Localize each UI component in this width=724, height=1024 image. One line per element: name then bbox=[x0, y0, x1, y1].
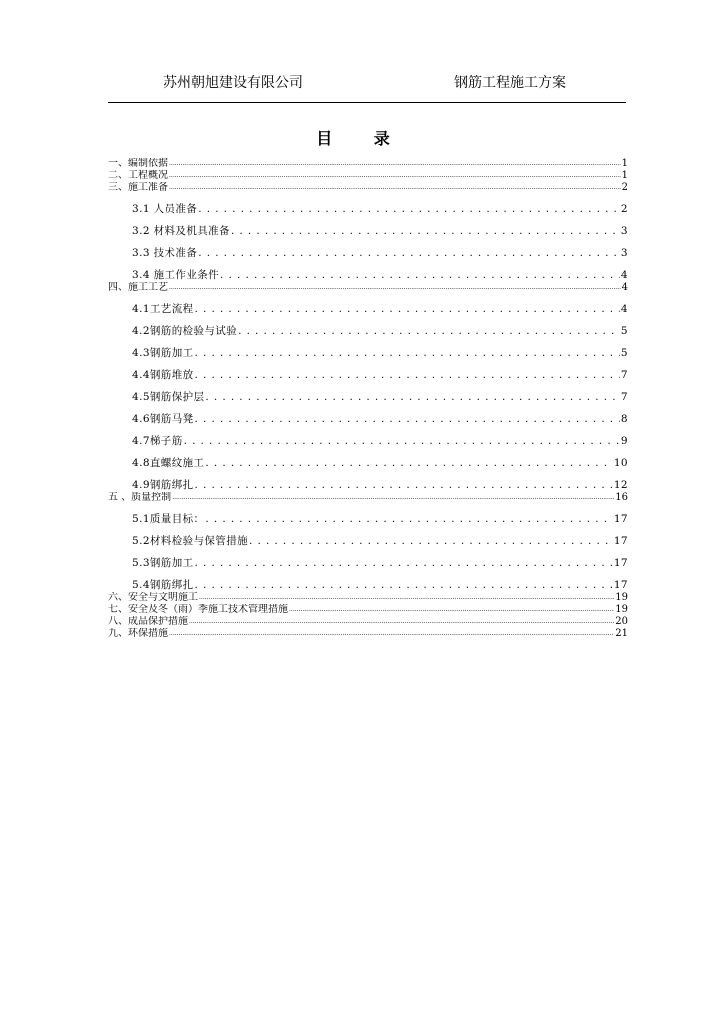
toc-entry-label: 六、安全与文明施工 bbox=[108, 592, 198, 603]
toc-entry[interactable] bbox=[108, 360, 628, 382]
document-title: 钢筋工程施工方案 bbox=[454, 75, 566, 91]
toc-entry[interactable] bbox=[108, 194, 628, 216]
toc-leader-dots bbox=[184, 435, 620, 448]
toc-entry-label: 4.7梯子筋 bbox=[132, 435, 183, 447]
toc-entry-label: 一、编制依据 bbox=[108, 158, 168, 169]
toc-page-number: 4 bbox=[621, 282, 628, 293]
toc-page-number: 1 bbox=[621, 170, 628, 181]
toc-page-number: 8 bbox=[620, 413, 628, 425]
toc-entry-label: 4.9钢筋绑扎 bbox=[132, 479, 194, 491]
page-header bbox=[108, 66, 626, 103]
toc-page-number: 2 bbox=[621, 182, 628, 193]
toc-page-number: 17 bbox=[613, 535, 628, 547]
toc-entry-label: 三、施工准备 bbox=[108, 182, 168, 193]
toc-leader-dots bbox=[205, 513, 612, 526]
toc-page-number: 17 bbox=[613, 579, 628, 591]
toc-page-number: 12 bbox=[613, 479, 628, 491]
toc-entry[interactable] bbox=[108, 628, 628, 640]
toc-entry-label: 二、工程概况 bbox=[108, 170, 168, 181]
toc-entry[interactable] bbox=[108, 170, 628, 182]
toc-leader-dots bbox=[195, 413, 620, 426]
toc-leader-dots bbox=[169, 182, 621, 194]
toc-leader-dots bbox=[169, 628, 614, 640]
toc-entry[interactable] bbox=[108, 158, 628, 170]
toc-entry[interactable] bbox=[108, 216, 628, 238]
toc-leader-dots bbox=[249, 535, 613, 548]
toc-entry-label: 4.1工艺流程 bbox=[132, 303, 194, 315]
toc-leader-dots bbox=[231, 225, 620, 238]
toc-leader-dots bbox=[220, 269, 620, 282]
toc-leader-dots bbox=[195, 579, 613, 592]
toc-entry[interactable] bbox=[108, 470, 628, 492]
toc-leader-dots bbox=[238, 325, 620, 338]
toc-entry-label: 3.4 施工作业条件 bbox=[132, 269, 220, 281]
toc-entry-label: 4.3钢筋加工 bbox=[132, 347, 194, 359]
toc-leader-dots bbox=[205, 391, 620, 404]
toc-leader-dots bbox=[172, 492, 614, 504]
toc-entry[interactable] bbox=[108, 316, 628, 338]
toc-page-number: 3 bbox=[620, 225, 628, 237]
toc-entry[interactable] bbox=[108, 182, 628, 194]
table-of-contents bbox=[108, 158, 628, 640]
toc-entry[interactable] bbox=[108, 592, 628, 604]
toc-leader-dots bbox=[205, 457, 612, 470]
toc-heading: 目 录 bbox=[316, 129, 408, 148]
toc-entry[interactable] bbox=[108, 338, 628, 360]
toc-entry-label: 4.5钢筋保护层 bbox=[132, 391, 205, 403]
toc-page-number: 5 bbox=[620, 347, 628, 359]
toc-page-number: 4 bbox=[620, 269, 628, 281]
toc-entry[interactable] bbox=[108, 526, 628, 548]
toc-leader-dots bbox=[195, 479, 613, 492]
toc-leader-dots bbox=[169, 158, 621, 170]
toc-leader-dots bbox=[169, 282, 621, 294]
toc-page-number: 9 bbox=[620, 435, 628, 447]
toc-page-number: 19 bbox=[615, 592, 628, 603]
toc-entry[interactable] bbox=[108, 448, 628, 470]
toc-entry[interactable] bbox=[108, 426, 628, 448]
toc-page-number: 3 bbox=[620, 247, 628, 259]
toc-page-number: 20 bbox=[615, 616, 628, 627]
toc-entry[interactable] bbox=[108, 382, 628, 404]
toc-entry-label: 七、安全及冬（雨）季施工技术管理措施 bbox=[108, 604, 288, 615]
toc-entry-label: 4.8直螺纹施工 bbox=[132, 457, 205, 469]
toc-page-number: 10 bbox=[613, 457, 628, 469]
toc-leader-dots bbox=[198, 247, 620, 260]
toc-page-number: 4 bbox=[620, 303, 628, 315]
toc-leader-dots bbox=[189, 616, 614, 628]
toc-entry-label: 五 、质量控制 bbox=[108, 492, 172, 503]
toc-leader-dots bbox=[289, 604, 614, 616]
toc-entry[interactable] bbox=[108, 260, 628, 282]
toc-leader-dots bbox=[195, 303, 620, 316]
toc-entry[interactable] bbox=[108, 404, 628, 426]
toc-entry[interactable] bbox=[108, 294, 628, 316]
toc-entry[interactable] bbox=[108, 504, 628, 526]
toc-entry-label: 5.3钢筋加工 bbox=[132, 557, 194, 569]
toc-leader-dots bbox=[198, 203, 620, 216]
toc-entry-label: 3.2 材料及机具准备 bbox=[132, 225, 230, 237]
toc-entry-label: 九、环保措施 bbox=[108, 628, 168, 639]
toc-entry[interactable] bbox=[108, 604, 628, 616]
toc-page-number: 19 bbox=[615, 604, 628, 615]
toc-page-number: 1 bbox=[621, 158, 628, 169]
toc-entry-label: 3.3 技术准备 bbox=[132, 247, 198, 259]
toc-page-number: 21 bbox=[615, 628, 628, 639]
toc-page-number: 7 bbox=[620, 391, 628, 403]
toc-entry-label: 5.1质量目标： bbox=[132, 513, 205, 525]
toc-entry[interactable] bbox=[108, 548, 628, 570]
toc-leader-dots bbox=[195, 557, 613, 570]
toc-leader-dots bbox=[169, 170, 621, 182]
company-name: 苏州朝旭建设有限公司 bbox=[163, 75, 303, 91]
toc-entry[interactable] bbox=[108, 238, 628, 260]
toc-entry-label: 八、成品保护措施 bbox=[108, 616, 188, 627]
toc-page-number: 2 bbox=[620, 203, 628, 215]
toc-entry[interactable] bbox=[108, 616, 628, 628]
toc-entry[interactable] bbox=[108, 282, 628, 294]
toc-entry[interactable] bbox=[108, 492, 628, 504]
toc-page-number: 5 bbox=[620, 325, 628, 337]
toc-entry-label: 5.2材料检验与保管措施 bbox=[132, 535, 248, 547]
toc-page-number: 17 bbox=[613, 557, 628, 569]
toc-entry-label: 4.2钢筋的检验与试验 bbox=[132, 325, 238, 337]
toc-leader-dots bbox=[195, 369, 620, 382]
toc-entry-label: 四、施工工艺 bbox=[108, 282, 168, 293]
toc-entry-label: 4.4钢筋堆放 bbox=[132, 369, 194, 381]
toc-page-number: 16 bbox=[615, 492, 628, 503]
toc-entry-label: 4.6钢筋马凳 bbox=[132, 413, 194, 425]
toc-entry-label: 5.4钢筋绑扎 bbox=[132, 579, 194, 591]
toc-entry-label: 3.1 人员准备 bbox=[132, 203, 198, 215]
toc-leader-dots bbox=[199, 592, 614, 604]
toc-leader-dots bbox=[195, 347, 620, 360]
toc-page-number: 7 bbox=[620, 369, 628, 381]
toc-page-number: 17 bbox=[613, 513, 628, 525]
toc-entry[interactable] bbox=[108, 570, 628, 592]
